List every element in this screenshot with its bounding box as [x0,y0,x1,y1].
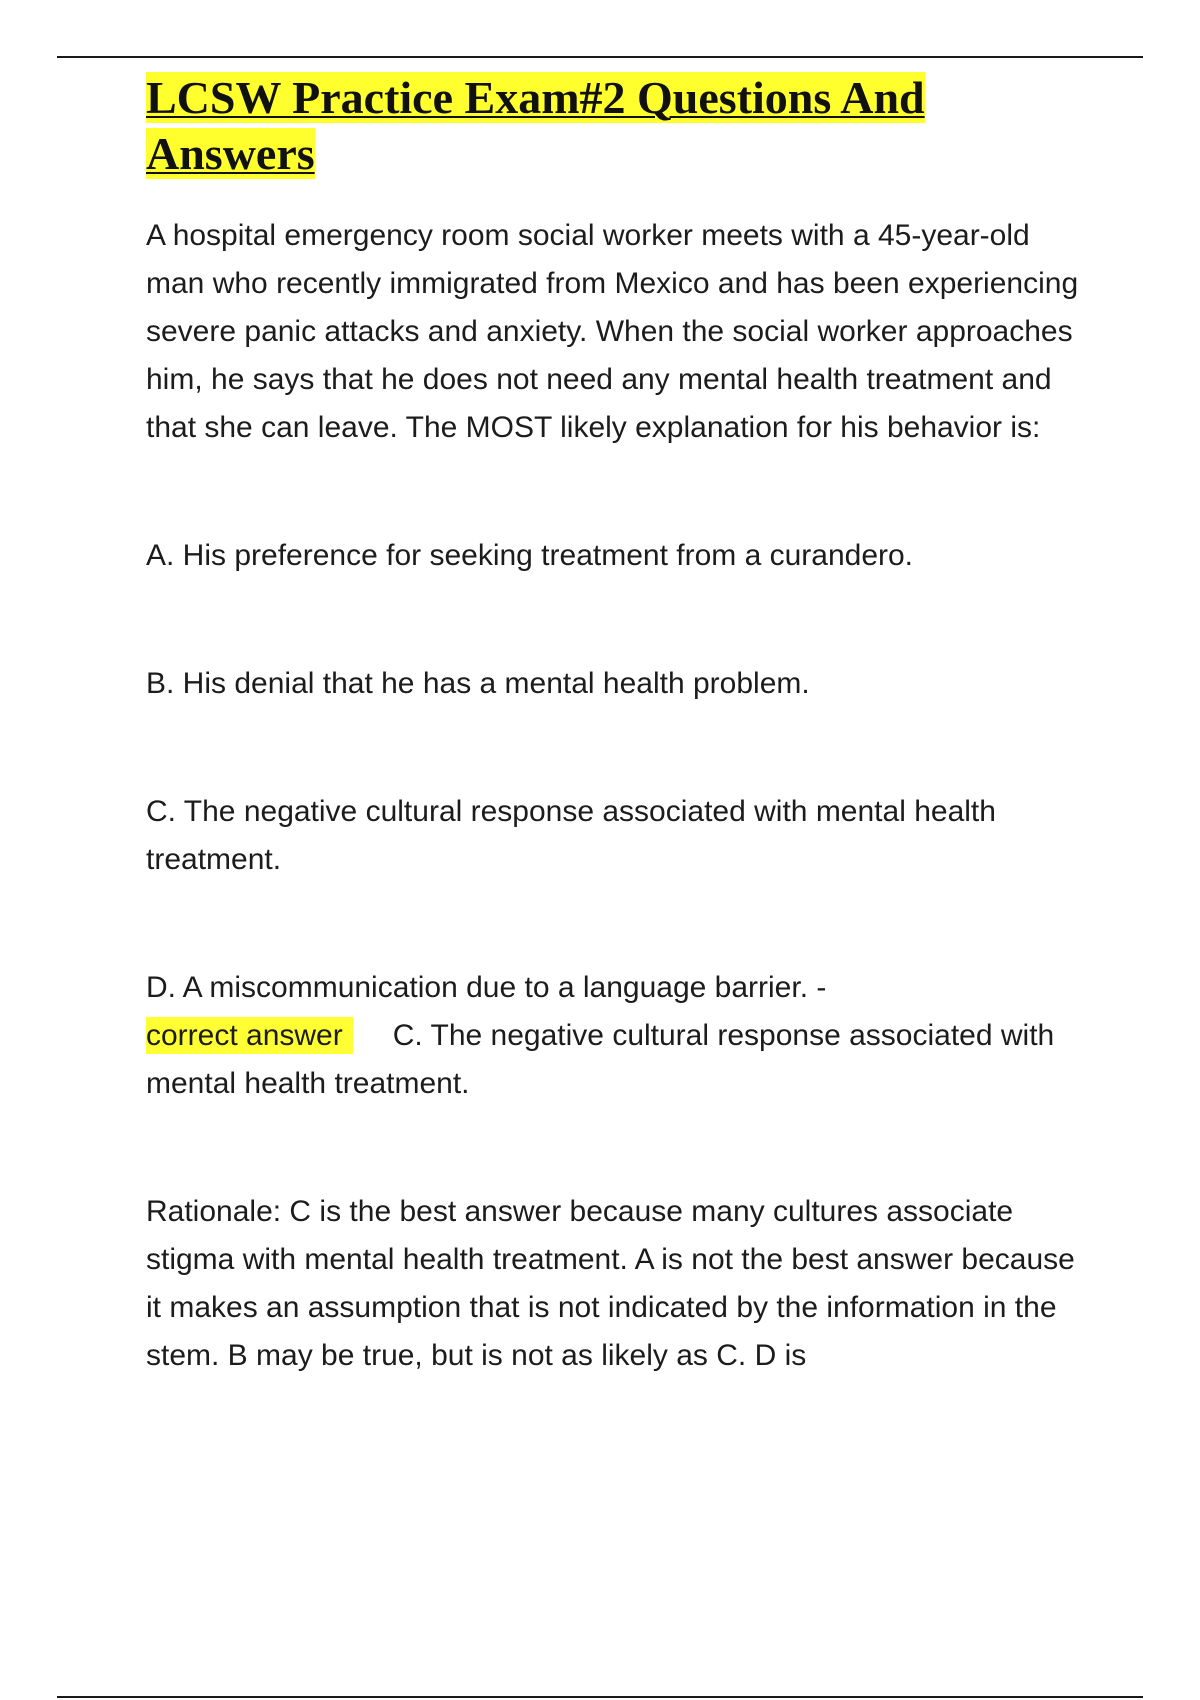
bottom-rule [57,1696,1143,1698]
document-content [146,70,1096,1380]
option-d: D. A miscommunication due to a language barrier. - [146,971,827,1004]
document-title [146,70,1096,182]
document-title-text: LCSW Practice Exam#2 Questions And Answers [146,72,925,179]
correct-answer-label: correct answer [146,1017,353,1054]
rationale-text: Rationale: C is the best answer because many cultures associate stigma with mental health treatment. A is not the best answer because it makes an assumption that is not indicated by the information in the stem. B may be true, but is not as likely as C. D is [146,1195,1075,1372]
answer-line [146,1012,1096,1108]
option-c: C. The negative cultural response associated with mental health treatment. [146,795,996,876]
question-stem: A hospital emergency room social worker meets with a 45-year-old man who recently immigrated from Mexico and has been experiencing severe panic attacks and anxiety. When the social worker approaches him, he says that he does not need any mental health treatment and that she can leave. The MOST likely explanation for his behavior is: [146,219,1079,444]
top-rule [57,56,1143,58]
option-b: B. His denial that he has a mental health problem. [146,667,810,700]
option-a: A. His preference for seeking treatment from a curandero. [146,539,914,572]
correct-answer-text: C. The negative cultural response associated with mental health treatment. [146,1019,1055,1100]
